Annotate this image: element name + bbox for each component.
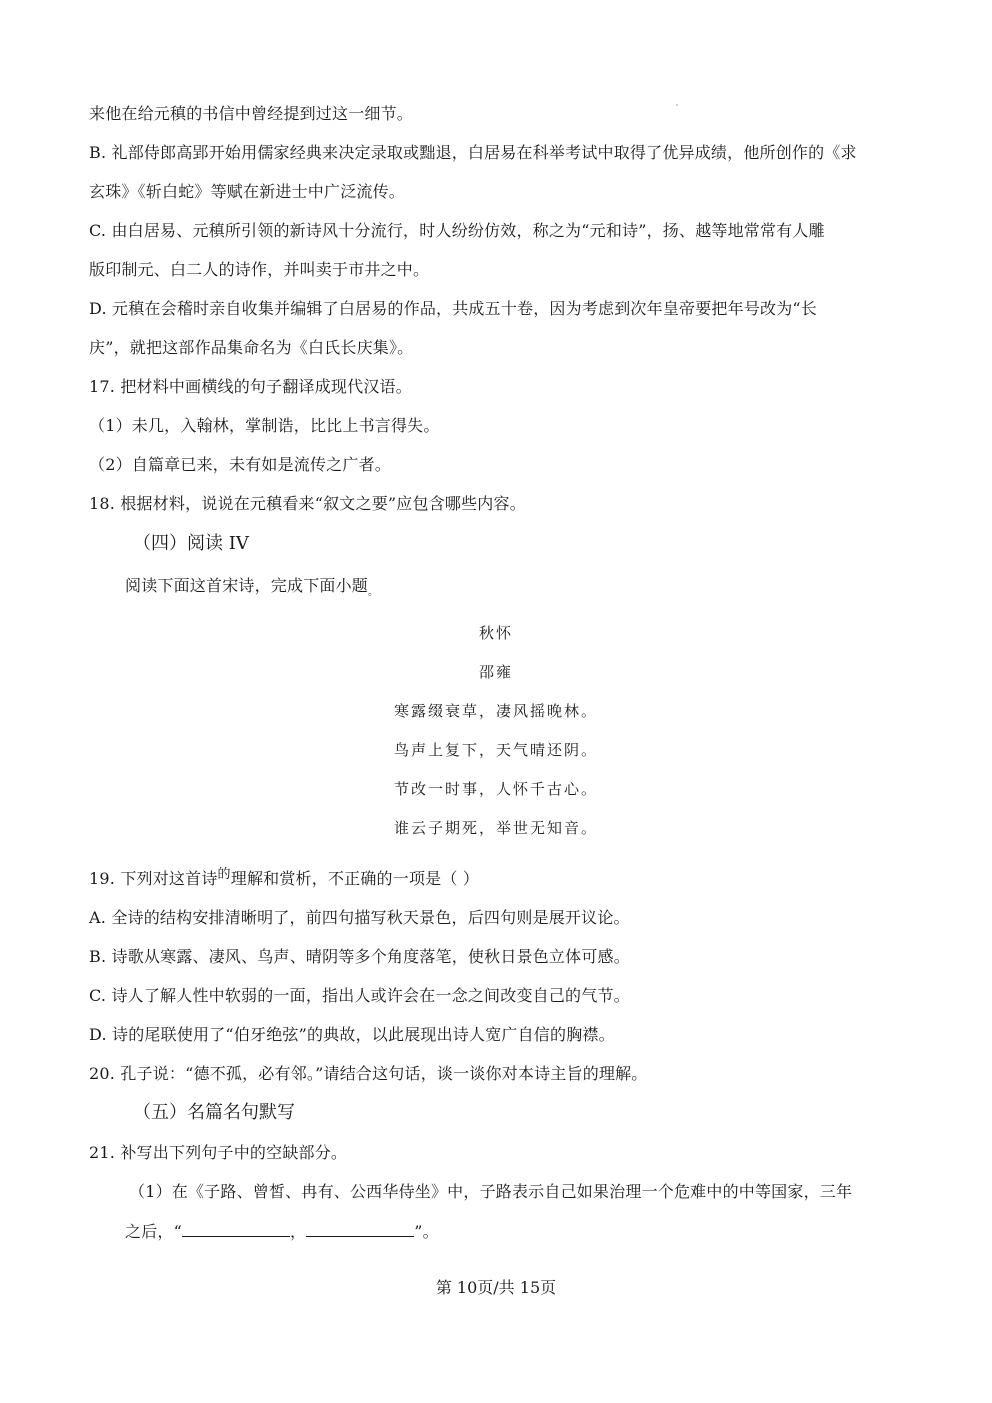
option-d-line1: D. 元稹在会稽时亲自收集并编辑了白居易的作品，共成五十卷，因为考虑到次年皇帝要把年号改为“长 [89, 299, 818, 318]
question-21-prefix: 之后，“ [125, 1222, 182, 1241]
poem-title: 秋怀 [478, 624, 513, 642]
question-19-stem-de: 的 [217, 867, 231, 882]
question-19-option-b: B. 诗歌从寒露、凄风、鸟声、晴阴等多个角度落笔，使秋日景色立体可感。 [89, 947, 630, 966]
question-19-option-c: C. 诗人了解人性中软弱的一面，指出人或许会在一念之间改变自己的气节。 [89, 986, 630, 1005]
question-17-stem: 17. 把材料中画横线的句子翻译成现代汉语。 [89, 377, 412, 396]
section-4-intro [125, 575, 378, 604]
scan-speck [676, 104, 678, 106]
option-b-line2: 玄珠》《斩白蛇》等赋在新进士中广泛流传。 [89, 182, 406, 201]
section-4-intro-text: 阅读下面这首宋诗，完成下面小题 [125, 576, 369, 595]
question-19-stem-b: 理解和赏析，不正确的一项是（ ） [230, 869, 480, 888]
poem-line-3: 节改一时事，人怀千古心。 [393, 780, 598, 798]
poem-line-2: 鸟声上复下，天气晴还阴。 [393, 741, 598, 759]
question-21-suffix: ”。 [414, 1222, 439, 1241]
question-19-stem [89, 864, 479, 890]
question-17-item1: （1）未几，入翰林，掌制诰，比比上书言得失。 [89, 416, 440, 435]
option-b-line1: B. 礼部侍郎高郢开始用儒家经典来决定录取或黜退，白居易在科举考试中取得了优异成绩，他所创作的《求 [89, 143, 857, 162]
question-20-stem: 20. 孔子说：“德不孤，必有邻。”请结合这句话，谈一谈你对本诗主旨的理解。 [89, 1064, 648, 1083]
question-21-separator: ， [289, 1222, 307, 1241]
question-19-option-a: A. 全诗的结构安排清晰明了，前四句描写秋天景色，后四句则是展开议论。 [89, 908, 630, 927]
poem-author: 邵雍 [478, 663, 513, 681]
page-footer: 第 10页/共 15页 [435, 1278, 557, 1297]
question-19-option-d: D. 诗的尾联使用了“伯牙绝弦”的典故，以此展现出诗人宽广自信的胸襟。 [89, 1025, 615, 1044]
poem-line-1: 寒露缀衰草，凄风摇晚林。 [393, 702, 598, 720]
option-c-line2: 版印制元、白二人的诗作，并叫卖于市井之中。 [89, 260, 430, 279]
answer-blank-2[interactable] [306, 1220, 414, 1237]
question-21-stem: 21. 补写出下列句子中的空缺部分。 [89, 1143, 348, 1162]
answer-blank-1[interactable] [182, 1220, 290, 1237]
option-c-line1: C. 由白居易、元稹所引领的新诗风十分流行，时人纷纷仿效，称之为“元和诗”，扬、越等地常常有人雕 [89, 221, 825, 240]
continuation-text: 来他在给元稹的书信中曾经提到过这一细节。 [89, 104, 414, 123]
question-18-stem: 18. 根据材料，说说在元稹看来“叙文之要”应包含哪些内容。 [89, 494, 526, 513]
poem-line-4: 谁云子期死，举世无知音。 [393, 819, 598, 837]
option-d-line2: 庆”，就把这部作品集命名为《白氏长庆集》。 [89, 338, 414, 357]
section-5-heading: （五）名篇名句默写 [133, 1102, 295, 1123]
section-4-intro-dot: 。 [368, 587, 379, 598]
question-21-item1-line1: （1）在《子路、曾皙、冉有、公西华侍坐》中，子路表示自己如果治理一个危难中的中等国家，三年 [129, 1182, 853, 1201]
question-21-item1-line2 [125, 1220, 439, 1243]
question-17-item2: （2）自篇章已来，未有如是流传之广者。 [89, 455, 391, 474]
section-4-heading: （四）阅读 IV [133, 533, 249, 554]
question-19-stem-a: 19. 下列对这首诗 [89, 869, 218, 888]
